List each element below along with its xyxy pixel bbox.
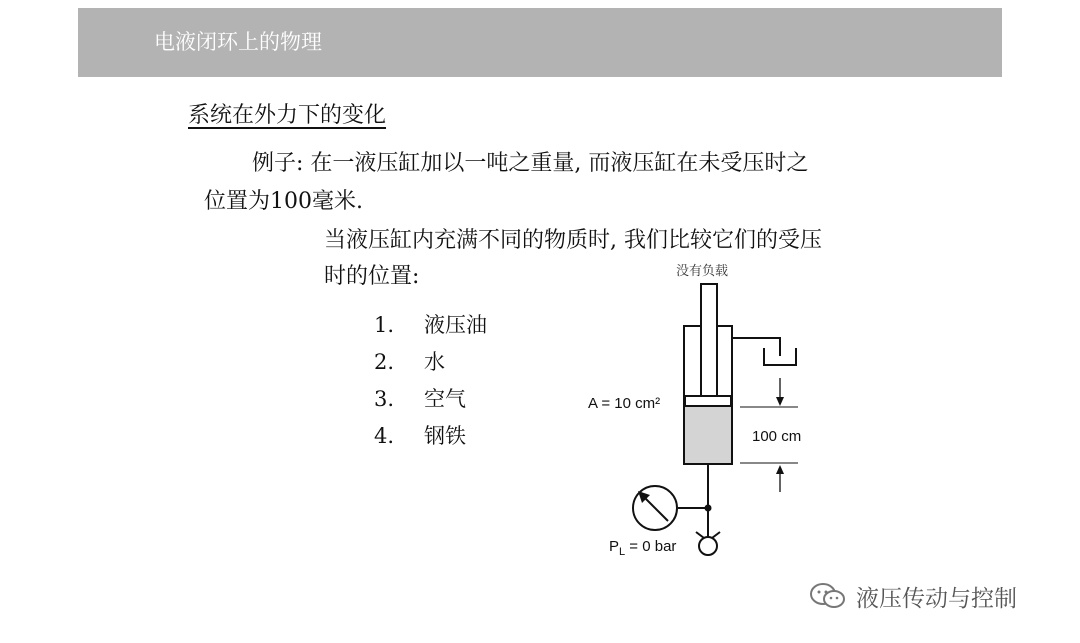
list-item-label: 液压油 bbox=[424, 313, 487, 337]
compare-text-line2: 时的位置: bbox=[324, 264, 420, 289]
watermark bbox=[808, 578, 1017, 614]
watermark-text: 液压传动与控制 bbox=[856, 585, 1017, 612]
no-load-caption: 没有负载 bbox=[675, 264, 729, 279]
return-line bbox=[732, 338, 780, 356]
height-label: 100 cm bbox=[752, 428, 802, 445]
example-text-line2: 位置为100毫米. bbox=[204, 189, 363, 214]
fluid-chamber bbox=[685, 406, 731, 463]
list-item-number: 1. bbox=[374, 313, 395, 337]
list-item-number: 2. bbox=[374, 350, 395, 374]
dimension-arrow-down bbox=[776, 397, 784, 406]
section-title: 系统在外力下的变化 bbox=[188, 103, 387, 128]
example-text-line1: 例子: 在一液压缸加以一吨之重量, 而液压缸在未受压时之 bbox=[252, 151, 809, 176]
junction-dot bbox=[705, 505, 712, 512]
list-item-label: 空气 bbox=[424, 387, 466, 411]
list-item-label: 钢铁 bbox=[424, 424, 466, 448]
compare-text-line1: 当液压缸内充满不同的物质时, 我们比较它们的受压 bbox=[324, 228, 822, 253]
area-label: A = 10 cm² bbox=[588, 395, 661, 412]
wechat-icon bbox=[808, 581, 848, 611]
list-item-number: 4. bbox=[374, 424, 395, 448]
list-item-label: 水 bbox=[424, 350, 445, 374]
list-item-number: 3. bbox=[374, 387, 395, 411]
piston-head bbox=[685, 396, 731, 406]
dimension-arrow-up bbox=[776, 465, 784, 474]
pressure-label: $P_L = 0$ bar bbox=[609, 538, 677, 558]
header-title: 电液闭环上的物理 bbox=[154, 30, 322, 54]
